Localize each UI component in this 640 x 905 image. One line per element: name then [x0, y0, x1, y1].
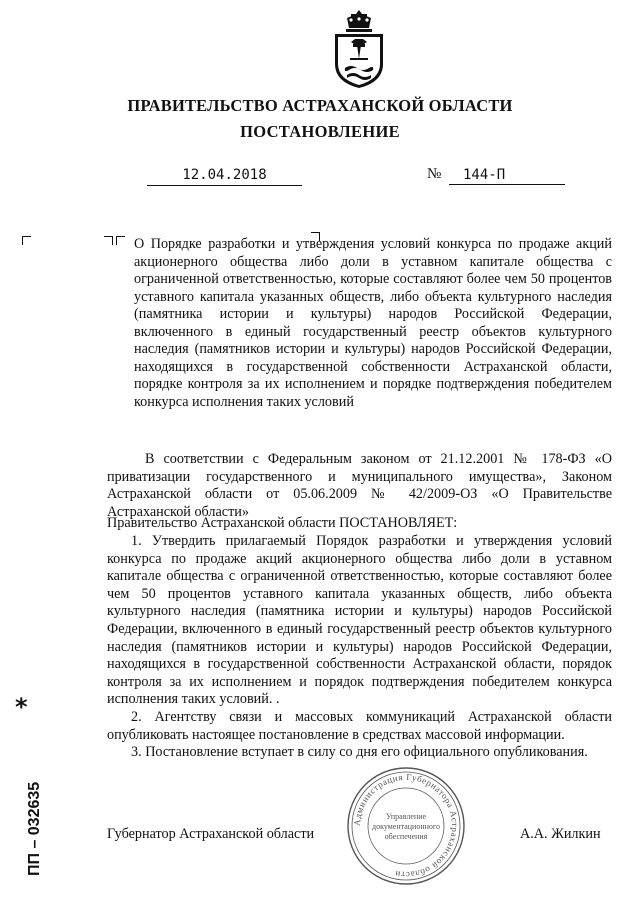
- subject-bracket-left: [22, 236, 31, 245]
- signer-position: Губернатор Астраханской области: [107, 826, 315, 842]
- signer-name: А.А. Жилкин: [520, 826, 601, 842]
- subject-bracket-mid-left: [116, 236, 125, 245]
- stamp-center-line-2: документационного: [372, 822, 440, 831]
- preamble-paragraph: В соответствии с Федеральным законом от 21.12.2001 № 178-ФЗ «О приватизации государственного и муниципального имущества», Законом Астраханской области от 05.06.2009 № 42/2009-ОЗ «О Правительстве Астраханской области»: [107, 451, 612, 520]
- seal-stamp-icon: [345, 765, 467, 887]
- side-registration-code: ПП – 032635: [26, 781, 43, 876]
- document-subject: О Порядке разработки и утверждения условий конкурса по продаже акций акционерного общества либо доли в уставном капитале общества с ограниченной ответственностью, которые составляют более чем 50 процентов уставного капитала указанных обществ, либо объекта культурного наследия (памятника истории и культуры) народов Российской Федерации, включенного в единый государственный реестр объектов культурного наследия (памятников истории и культуры) народов Российской Федерации, находящихся в государственной собственности Астраханской области, порядке контроля за их исполнением и порядке подтверждения победителем конкурса исполнения таких условий: [134, 236, 612, 410]
- document-number: 144-П: [449, 165, 565, 185]
- stamp-center-line-1: Управление: [385, 812, 427, 821]
- resolution-item-1: 1. Утвердить прилагаемый Порядок разработки и утверждения условий конкурса по продаже акций акционерного общества либо доли в уставном капитале общества с ограниченной ответственностью, которые составляют более чем 50 процентов уставного капитала указанных обществ, либо объекта культурного наследия (памятника истории и культуры) народов Российской Федерации, включенного в единый государственный реестр объектов культурного наследия (памятников истории и культуры) народов Российской Федерации, находящихся в государственной собственности Астраханской области, порядок контроля за их исполнением и порядок подтверждения победителем конкурса исполнения таких условий. .: [107, 533, 612, 708]
- document-date: 12.04.2018: [147, 165, 302, 186]
- document-number-label: №: [427, 166, 442, 182]
- side-asterisk-mark: *: [15, 693, 28, 721]
- coat-of-arms-icon: [329, 8, 389, 90]
- resolution-item-3: 3. Постановление вступает в силу со дня его официального опубликования.: [131, 744, 588, 761]
- resolves-line: Правительство Астраханской области ПОСТАНОВЛЯЕТ:: [107, 515, 458, 531]
- document-type-title: ПОСТАНОВЛЕНИЕ: [240, 122, 400, 141]
- resolution-item-2: 2. Агентству связи и массовых коммуникаций Астраханской области опубликовать настоящее постановление в средствах массовой информации.: [107, 708, 612, 743]
- subject-bracket-mid-right: [104, 236, 113, 245]
- stamp-ring-text: Администрация Губернатора Астраханской области: [351, 771, 461, 881]
- resolution-items: [107, 533, 612, 762]
- organization-title: ПРАВИТЕЛЬСТВО АСТРАХАНСКОЙ ОБЛАСТИ: [127, 96, 513, 115]
- stamp-center-line-3: обеспечения: [384, 832, 428, 841]
